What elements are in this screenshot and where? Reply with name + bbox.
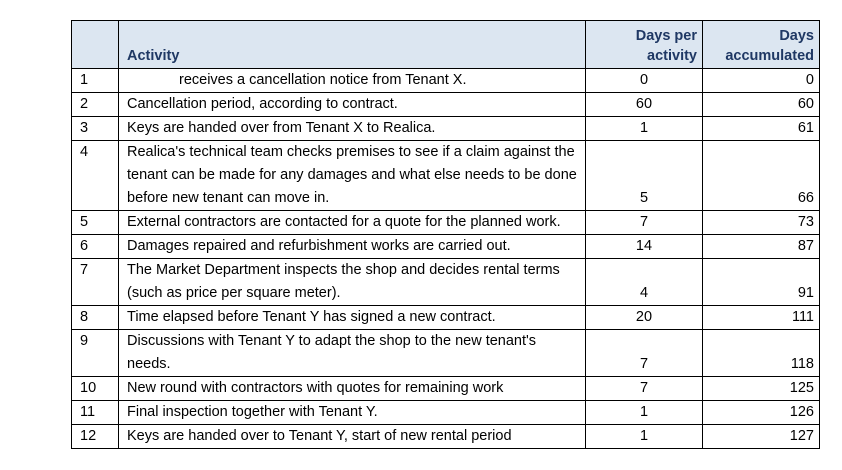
days-per-activity-cell: 4: [586, 259, 703, 306]
activity-cell: Cancellation period, according to contract.: [119, 93, 586, 117]
activity-cell: External contractors are contacted for a quote for the planned work.: [119, 211, 586, 235]
days-accumulated-cell: 73: [703, 211, 820, 235]
header-days-accumulated-line1: Days: [779, 28, 814, 44]
activity-cell: Final inspection together with Tenant Y.: [119, 401, 586, 425]
days-per-activity-cell: 7: [586, 211, 703, 235]
activity-cell: New round with contractors with quotes for remaining work: [119, 377, 586, 401]
table-row: [72, 259, 820, 306]
days-per-activity-cell: 1: [586, 401, 703, 425]
activity-cell: Discussions with Tenant Y to adapt the shop to the new tenant's needs.: [119, 330, 586, 377]
activity-timeline-table: [71, 20, 820, 449]
activity-cell: Keys are handed over from Tenant X to Realica.: [119, 117, 586, 141]
table-row: [72, 330, 820, 377]
days-per-activity-cell: 7: [586, 377, 703, 401]
table-row: [72, 117, 820, 141]
days-per-activity-cell: 0: [586, 69, 703, 93]
days-per-activity-cell: 1: [586, 117, 703, 141]
days-per-activity-cell: 7: [586, 330, 703, 377]
header-days-accumulated: [703, 21, 820, 69]
days-per-activity-cell: 1: [586, 425, 703, 449]
row-number: 10: [72, 377, 119, 401]
table-row: [72, 235, 820, 259]
table-row: [72, 93, 820, 117]
header-days-per-activity-line2: activity: [647, 48, 697, 64]
days-accumulated-cell: 118: [703, 330, 820, 377]
days-accumulated-cell: 87: [703, 235, 820, 259]
row-number: 12: [72, 425, 119, 449]
row-number: 11: [72, 401, 119, 425]
days-per-activity-cell: 20: [586, 306, 703, 330]
row-number: 9: [72, 330, 119, 377]
table-row: [72, 425, 820, 449]
row-number: 6: [72, 235, 119, 259]
table-row: [72, 69, 820, 93]
days-accumulated-cell: 61: [703, 117, 820, 141]
activity-cell: Damages repaired and refurbishment works are carried out.: [119, 235, 586, 259]
activity-cell: Keys are handed over to Tenant Y, start of new rental period: [119, 425, 586, 449]
header-days-accumulated-line2: accumulated: [725, 48, 814, 64]
row-number: 8: [72, 306, 119, 330]
header-activity: Activity: [119, 21, 586, 69]
row-number: 4: [72, 141, 119, 211]
row-number: 7: [72, 259, 119, 306]
days-accumulated-cell: 0: [703, 69, 820, 93]
table-row: [72, 141, 820, 211]
activity-cell: The Market Department inspects the shop and decides rental terms (such as price per square meter).: [119, 259, 586, 306]
table-row: [72, 211, 820, 235]
table-row: [72, 377, 820, 401]
header-days-per-activity-line1: Days per: [635, 28, 697, 44]
header-row: [72, 21, 820, 69]
days-per-activity-cell: 60: [586, 93, 703, 117]
activity-cell: Realica's technical team checks premises to see if a claim against the tenant can be made for any damages and what else needs to be done before new tenant can move in.: [119, 141, 586, 211]
header-number: [72, 21, 119, 69]
days-accumulated-cell: 111: [703, 306, 820, 330]
days-per-activity-cell: 14: [586, 235, 703, 259]
table-row: [72, 401, 820, 425]
table-row: [72, 306, 820, 330]
activity-cell: receives a cancellation notice from Tenant X.: [119, 69, 586, 93]
row-number: 1: [72, 69, 119, 93]
days-per-activity-cell: 5: [586, 141, 703, 211]
days-accumulated-cell: 127: [703, 425, 820, 449]
activity-cell: Time elapsed before Tenant Y has signed a new contract.: [119, 306, 586, 330]
days-accumulated-cell: 125: [703, 377, 820, 401]
row-number: 2: [72, 93, 119, 117]
days-accumulated-cell: 60: [703, 93, 820, 117]
row-number: 5: [72, 211, 119, 235]
days-accumulated-cell: 91: [703, 259, 820, 306]
days-accumulated-cell: 66: [703, 141, 820, 211]
days-accumulated-cell: 126: [703, 401, 820, 425]
row-number: 3: [72, 117, 119, 141]
header-days-per-activity: [586, 21, 703, 69]
